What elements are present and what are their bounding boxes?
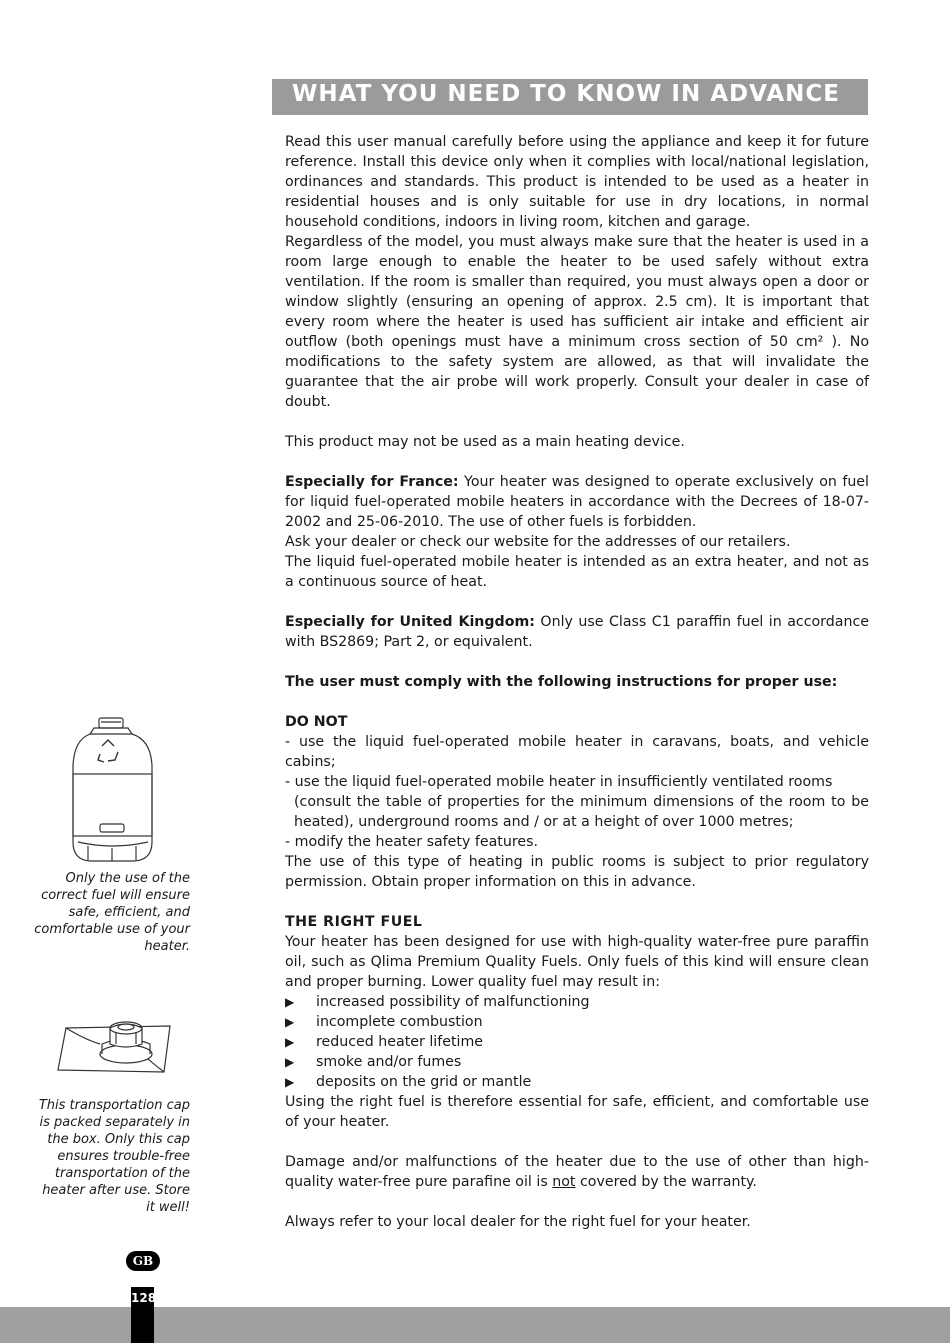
france-line-3: The liquid fuel-operated mobile heater is intended as an extra heater, and not as a continuous source of heat.	[285, 554, 869, 590]
right-fuel-heading: THE RIGHT FUEL	[285, 914, 423, 930]
uk-label: Especially for United Kingdom:	[285, 614, 535, 630]
do-not-item-3: - modify the heater safety features.	[285, 834, 538, 850]
fuel-bullet: ▶ increased possibility of malfunctioning	[285, 994, 590, 1010]
fuel-container-icon	[68, 714, 158, 864]
cap-caption: This transportation cap is packed separately in the box. Only this cap ensures trouble-free transportation of the heater after use. Store it well!	[38, 1098, 190, 1215]
uk-text: Only use Class C1 paraffin fuel in accordance with BS2869; Part 2, or equivalent.	[285, 614, 869, 650]
do-not-item-1: - use the liquid fuel-operated mobile heater in caravans, boats, and vehicle cabins;	[285, 734, 869, 770]
main-text	[285, 132, 869, 1232]
page-number-tab	[131, 1287, 157, 1343]
section-header-bar	[272, 79, 868, 115]
warranty-paragraph: Damage and/or malfunctions of the heater due to the use of other than high-quality water-free pure parafine oil is not covered by the warranty.	[285, 1154, 869, 1190]
do-not-item-2: - use the liquid fuel-operated mobile heater in insufficiently ventilated rooms	[285, 774, 833, 790]
intro-paragraph-3: This product may not be used as a main heating device.	[285, 434, 685, 450]
do-not-heading: DO NOT	[285, 714, 348, 730]
do-not-note: The use of this type of heating in public rooms is subject to prior regulatory permission. Obtain proper information on this in advance.	[285, 854, 869, 890]
right-fuel-intro: Your heater has been designed for use with high-quality water-free pure paraffin oil, such as Qlima Premium Quality Fuels. Only fuels of this kind will ensure clean and proper burning. Lower quality fuel may result in:	[285, 934, 869, 990]
language-badge: GB	[126, 1251, 160, 1271]
right-fuel-conclusion: Using the right fuel is therefore essential for safe, efficient, and comfortable use of your heater.	[285, 1094, 869, 1130]
arrow-bullet-icon: ▶	[285, 1055, 295, 1069]
fuel-caption: Only the use of the correct fuel will ensure safe, efficient, and comfortable use of your heater.	[34, 871, 190, 954]
arrow-bullet-icon: ▶	[285, 1035, 295, 1049]
page-number: 128	[131, 1291, 157, 1305]
fuel-bullet: ▶ smoke and/or fumes	[285, 1054, 462, 1070]
fuel-bullet: ▶ reduced heater lifetime	[285, 1034, 484, 1050]
intro-paragraph-1: Read this user manual carefully before using the appliance and keep it for future reference. Install this device only when it complies with local/national legislation, ordinances and standards. This product is intended to be used as a heater in residential houses and is only suitable for use in dry locations, in normal household conditions, indoors in living room, kitchen and garage.	[285, 134, 869, 230]
arrow-bullet-icon: ▶	[285, 1015, 295, 1029]
arrow-bullet-icon: ▶	[285, 1075, 295, 1089]
fuel-bullet: ▶ incomplete combustion	[285, 1014, 483, 1030]
do-not-item-2-continued: (consult the table of properties for the minimum dimensions of the room to be heated), underground rooms and / or at a height of over 1000 metres;	[294, 794, 869, 830]
warranty-not: not	[552, 1174, 576, 1190]
instructions-heading: The user must comply with the following instructions for proper use:	[285, 674, 838, 690]
fuel-bullet: ▶ deposits on the grid or mantle	[285, 1074, 532, 1090]
arrow-bullet-icon: ▶	[285, 995, 295, 1009]
section-title: WHAT YOU NEED TO KNOW IN ADVANCE	[292, 81, 841, 107]
france-line-2: Ask your dealer or check our website for the addresses of our retailers.	[285, 534, 791, 550]
transportation-cap-icon	[56, 1014, 174, 1076]
france-paragraph	[285, 472, 869, 532]
dealer-paragraph: Always refer to your local dealer for the right fuel for your heater.	[285, 1214, 751, 1230]
intro-paragraph-2: Regardless of the model, you must always make sure that the heater is used in a room large enough to enable the heater to be used safely without extra ventilation. If the room is smaller than required, you must always open a door or window slightly (ensuring an opening of approx. 2.5 cm). It is important that every room where the heater is used has sufficient air intake and efficient air outflow (both openings must have a minimum cross section of 50 cm² ). No modifications to the safety system are allowed, as that will invalidate the guarantee that the air probe will work properly. Consult your dealer in case of doubt.	[285, 234, 869, 410]
uk-paragraph	[285, 612, 869, 652]
france-label: Especially for France:	[285, 474, 459, 490]
france-text: Your heater was designed to operate exclusively on fuel for liquid fuel-operated mobile heaters in accordance with the Decrees of 18-07-2002 and 25-06-2010. The use of other fuels is forbidden.	[285, 474, 869, 530]
